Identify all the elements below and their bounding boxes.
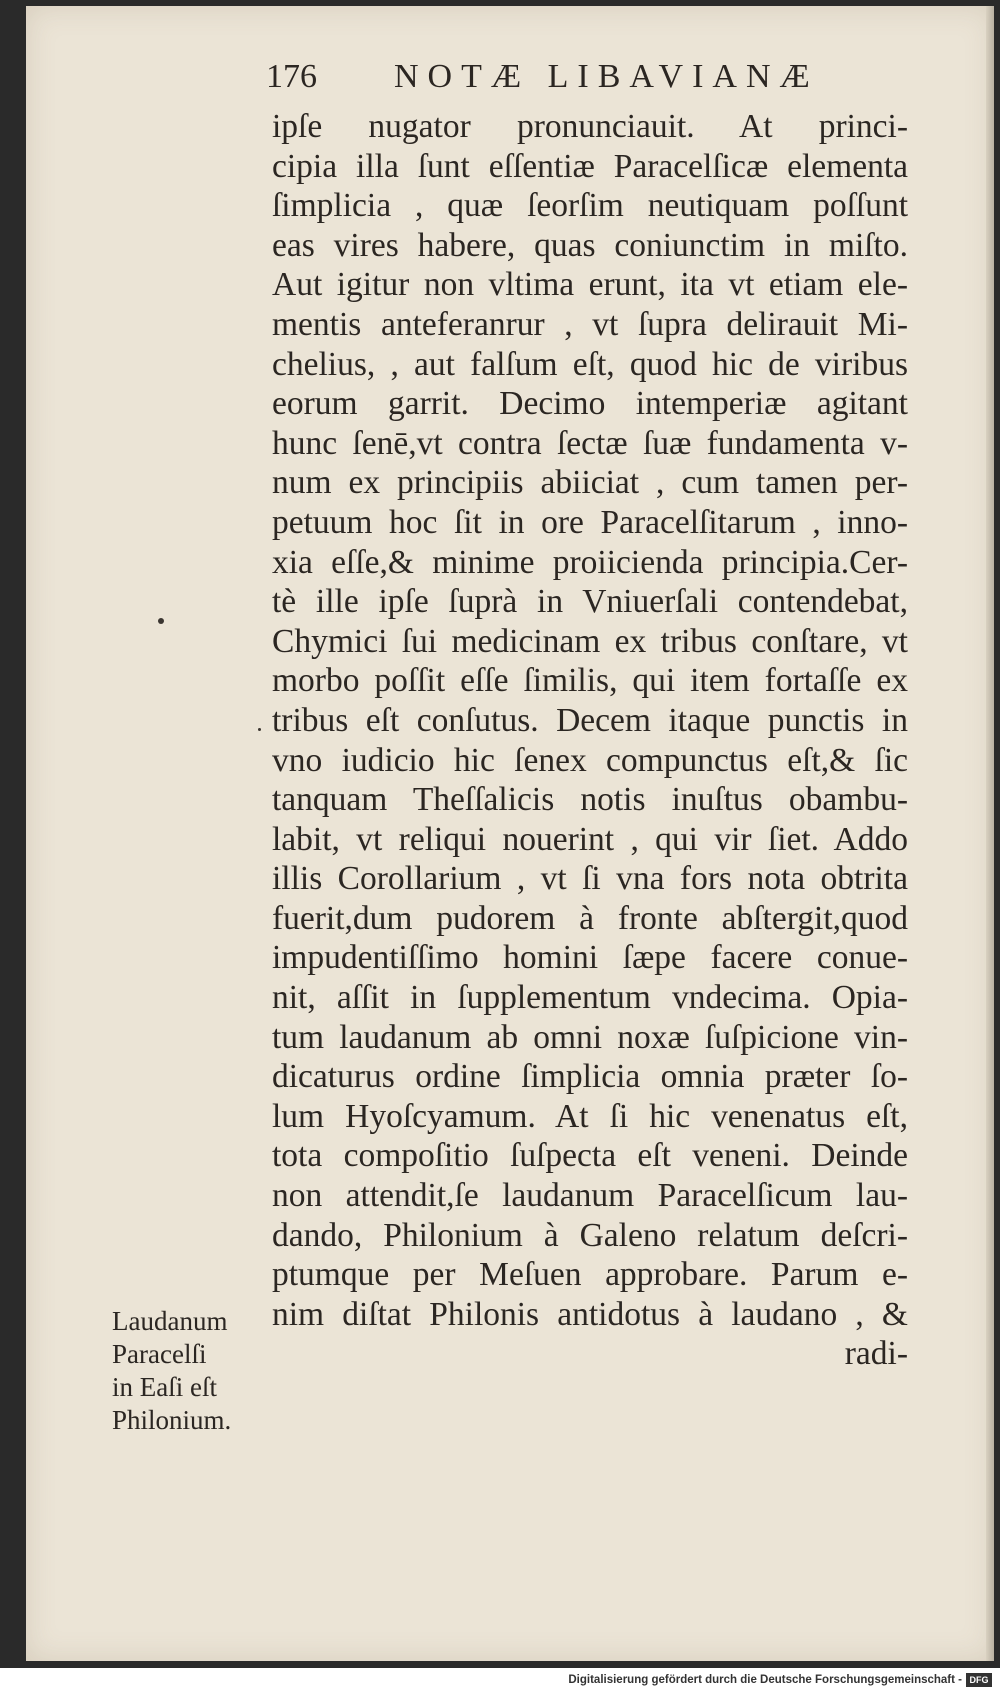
ink-speck <box>158 618 164 624</box>
text-line: num ex principiis abiiciat , cum tamen per- <box>272 464 908 502</box>
text-line: tanquam Theſſalicis notis inuſtus obambu- <box>272 781 908 819</box>
ink-speck <box>258 728 261 731</box>
text-line: non attendit,ſe laudanum Paracelſicum lau- <box>272 1177 908 1215</box>
text-line: vno iudicio hic ſenex compunctus eſt,& ſic <box>272 741 908 779</box>
dfg-logo: DFG <box>966 1673 992 1687</box>
page-header <box>266 58 906 98</box>
text-line: nit, aſſit in ſupplementum vndecima. Opia- <box>272 979 908 1017</box>
text-line: impudentiſſimo homini ſæpe facere conue- <box>272 939 908 977</box>
text-line: fuerit,dum pudorem à fronte abſtergit,quod <box>272 899 908 937</box>
marginal-note-line: in Eaſi eſt <box>112 1372 217 1402</box>
text-line: tum laudanum ab omni noxæ ſuſpicione vin- <box>272 1018 908 1056</box>
text-line: hunc ſenē,vt contra ſectæ ſuæ fundamenta v- <box>272 424 908 462</box>
text-line: mentis anteferanrur , vt ſupra delirauit Mi- <box>272 305 908 343</box>
text-line: morbo poſſit eſſe ſimilis, qui item fortaſſe ex <box>272 662 908 700</box>
text-line: tè ille ipſe ſuprà in Vniuerſali contendebat, <box>272 583 908 621</box>
text-line: chelius, , aut falſum eſt, quod hic de viribus <box>272 345 908 383</box>
footer-bar <box>0 1668 1000 1695</box>
text-line: ptumque per Meſuen approbare. Parum e- <box>272 1256 908 1294</box>
text-line: Chymici ſui medicinam ex tribus conſtare, vt <box>272 622 908 660</box>
text-line: cipia illa ſunt eſſentiæ Paracelſicæ elementa <box>272 147 908 185</box>
page-edge <box>986 6 994 1661</box>
text-line: lum Hyoſcyamum. At ſi hic venenatus eſt, <box>272 1097 908 1135</box>
text-line: Aut igitur non vltima erunt, ita vt etiam ele- <box>272 266 908 304</box>
text-line: radi- <box>844 1335 908 1373</box>
digitization-credit: Digitalisierung gefördert durch die Deutsche Forschungsgemeinschaft - <box>568 1674 962 1686</box>
marginal-note <box>112 1305 272 1437</box>
main-text-block <box>272 107 908 1374</box>
text-line: eorum garrit. Decimo intemperiæ agitant <box>272 385 908 423</box>
text-line: nim diſtat Philonis antidotus à laudano , & <box>272 1295 908 1333</box>
text-line: dando, Philonium à Galeno relatum deſcri- <box>272 1216 908 1254</box>
page-number: 176 <box>266 58 317 95</box>
marginal-note-line: Philonium. <box>112 1405 232 1435</box>
text-line: petuum hoc ſit in ore Paracelſitarum , inno- <box>272 503 908 541</box>
text-line: xia eſſe,& minime proiicienda principia.Cer- <box>272 543 908 581</box>
marginal-note-line: Laudanum <box>112 1306 228 1336</box>
text-line: illis Corollarium , vt ſi vna fors nota obtrita <box>272 860 908 898</box>
marginal-note-line: Paracelſi <box>112 1339 207 1369</box>
text-line: ipſe nugator pronunciauit. At princi- <box>272 108 908 145</box>
running-title: NOTÆ LIBAVIANÆ <box>394 58 819 95</box>
text-line: ſimplicia , quæ ſeorſim neutiquam poſſunt <box>272 187 908 225</box>
text-line: tota compoſitio ſuſpecta eſt veneni. Deinde <box>272 1137 908 1175</box>
text-line: tribus eſt conſutus. Decem itaque punctis in <box>272 701 908 739</box>
text-line: dicaturus ordine ſimplicia omnia præter ſo- <box>272 1058 908 1096</box>
text-line: eas vires habere, quas coniunctim in miſto. <box>272 226 908 264</box>
text-line: labit, vt reliqui nouerint , qui vir ſiet. Addo <box>272 820 908 858</box>
